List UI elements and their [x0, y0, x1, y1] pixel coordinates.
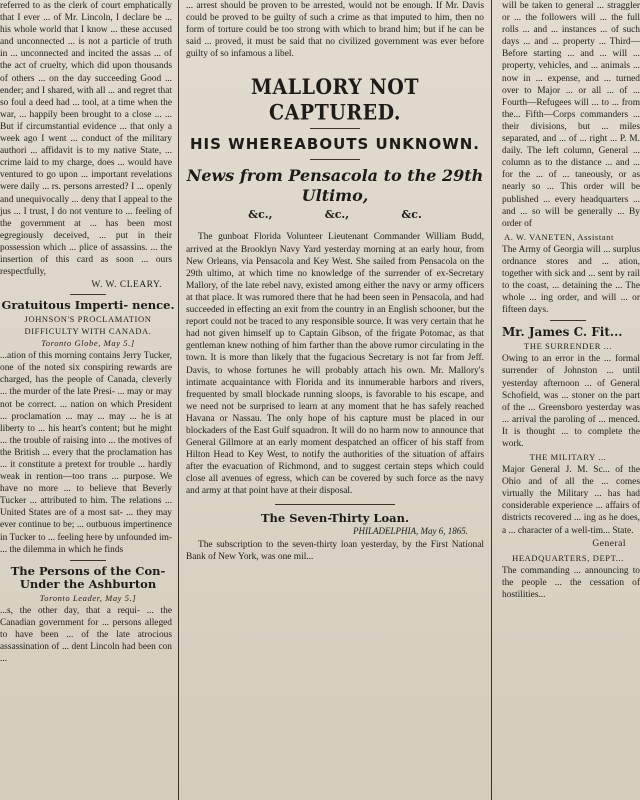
- headline-news: News from Pensacola to the 29th Ultimo,: [186, 166, 484, 206]
- subheading: DIFFICULTY WITH CANADA.: [24, 326, 152, 337]
- etc-row: [182, 208, 488, 221]
- loan-text: The subscription to the seven-thirty loan yesterday, by the First National Bank of New York, was one mil...: [186, 539, 484, 562]
- column-rule: [491, 0, 492, 800]
- column-rule: [178, 0, 179, 800]
- divider: [275, 504, 395, 505]
- subheading: HEADQUARTERS, DEPT...: [512, 552, 624, 563]
- right-after-sig: The Army of Georgia will ... surplus ordnance stores and ... ation, together with sick and ... sent by rail to the coast, ... detaining the ... The whole ... ing order, and will ... or fifteen days.: [502, 244, 640, 316]
- etc-mark: &c.: [401, 208, 422, 222]
- etc-mark: &c.,: [248, 208, 273, 222]
- article-heading: The Seven-Thirty Loan.: [260, 510, 409, 525]
- article-heading: Mr. James C. Fit...: [502, 325, 623, 340]
- headline-main: MALLORY NOT CAPTURED.: [251, 75, 419, 126]
- signature: A. W. VANETEN, Assistant: [504, 231, 614, 242]
- center-top-text: ... arrest should be proven to be arrested, would not be enough. If Mr. Davis could be proved to be guilty of such a crime as that imputed to him, then no form of torture could be too strong with which to brand him; but if he can be said ... proved, it must be said that no civilized government was ever before guilty of so infamous a libel.: [186, 1, 484, 60]
- right-top-text: will be taken to general ... straggler or ... the followers will ... the full rolls ... and ... instances ... of such days ... and ... property ... Third—Before starting ... and ... will ... property, vehicles, and ... animals ... now in ... expense, and ... turned over to Major ... or all ... of ... Fourth—Refugees will ... to ... from the... Fifth—Corps commanders ... their divisions, but ... miles separated, and ... of ... right ... P. M. daily. The left column, General ... column as to the distance ... and ... for the ... of ... taneously, or as nearly so ... This order will be published ... every headquarters ... and ... so will be generally ... By order of: [502, 1, 640, 229]
- left-mid-text: ...ation of this morning contains Jerry Tucker, one of the noted six conspiring rewards are charged, has the people of Canada, cleverly ... the murder of the late Presi- ... may or may not be correct. ... nation on which President ... proclamation ... may ... may ... he is at liberty to ... his heart's content; but he might ... the trouble of raising into ... the motives of the British ... every that the proclamation has ... it constitute a pretext for trouble ... hardly weak in rention—too trans ... purpose. We have no more ... to believe that Beverly Tucker ... attributed to him. The relations ... United States are of a most sat- ... they may ever continue to be; ... outbuous impertinence in Tucker to ... feeling here by unfounded im- ... the dilemma in which he finds: [0, 351, 172, 555]
- dateline: Toronto Leader, May 5.]: [39, 592, 137, 603]
- dateline: PHILADELPHIA, May 6, 1865.: [353, 525, 468, 536]
- divider: [310, 128, 360, 129]
- left-column: [0, 0, 176, 800]
- subheading: THE SURRENDER ...: [524, 341, 612, 352]
- signature: General: [592, 538, 626, 549]
- left-top-text: referred to as the clerk of court emphatically that I ever ... of Mr. Lincoln, I declare be ... his whole world that I know ... these accused and unconnected ... is not a particle of truth in ... unconnected and incited the assas ... of the act of cruelty, which did upon thousands of others ... on the day succeeding Good ... ender; and I shared, with all ... and regret that so foul a deed had ... tool, at a time when the war, ... happily been brought to a close ... ... But if circumstantial evidence ... that only a week ago I went ... conduct of the military authori ... affidavit is to my native State, ... crime laid to my charge, does ... would have ventured to go upon ... important revelations were daily ... rs. persons arrested? I ... openly and unequivocally ... deny that I appeal to the jus ... I trust, I do not venture to ... feeling of the government at ... has been most egregiously deceived, ... put in their possession which ... plice of assassins. ... the insertion of this card as soon ... ours respectfully,: [0, 1, 172, 278]
- divider: [70, 560, 106, 561]
- center-column: [182, 0, 488, 800]
- divider: [310, 159, 360, 160]
- right-mid-text: Owing to an error in the ... formal surrender of Johnston ... until yesterday afternoon ... of General Schofield, was ... stoner on the part of the ... Greensboro yesterday was ... arrival the paroling of ... menced. It is thought ... to complete the work.: [502, 354, 640, 449]
- divider: [70, 294, 106, 295]
- right-end-text: The commanding ... announcing to the people ... the cessation of hostilities...: [502, 565, 640, 600]
- subheading: JOHNSON'S PROCLAMATION: [24, 314, 152, 325]
- divider: [550, 320, 586, 321]
- main-article: The gunboat Florida Volunteer Lieutenant Commander William Budd, arrived at the Brooklyn Navy Yard yesterday morning at an early hour, from New Orleans, via Pensacola and Key West. She sailed from Pensacola on the 29th ultimo, at which time no knowledge of the surrender of ex-Secretary Mallory, of the late rebel navy, existed among either the navy or army officers at that place. It was rumored there that he had been seen in Pensacola, and had succeeded in effecting an exit from the country in an English schooner, but the report could not be traced to any responsible source. It was very certain that he had not given himself up to Captain Gibson, of the frigate Potomac, as that gentleman knew nothing of him farther than the above rumor circulating in the town. It is more than likely that the fugacious Secretary is not far from Jeff. Davis, to whose fortunes he will probably attach his own. Mr. Mallory's intimate acquaintance with Florida and its innumerable harbors and rivers, frequented by small blockade running sloops, is favorable to his escape, and we need not be surprised to learn at any moment that he has safely reached Havana or Nassau. The only hope of his capture must be placed in our blockaders of the East Gulf squadron. It will do no harm now to announce that General Gillmore at an early moment despatched an officer of his staff from Hilton Head to Key West, to notify the authorities of the situation of affairs after the evacuation of Richmond, and to suggest certain steps which could close all avenues of egress, which can be covered by such force as the navy and army at that point have at their disposal.: [186, 232, 484, 497]
- article-heading: Gratuitous Imperti- nence.: [1, 298, 175, 313]
- article-heading: The Persons of the Con- Under the Ashburton: [10, 563, 166, 591]
- dateline: Toronto Globe, May 5.]: [41, 338, 135, 349]
- etc-mark: &c.,: [324, 208, 350, 222]
- signature: W. W. CLEARY.: [91, 280, 162, 291]
- left-bottom-text: ...s, the other day, that a requi- ... the Canadian government for ... persons alleged to have been ... of the late atrocious assassination of ... dent Lincoln had been con ...: [0, 605, 172, 665]
- headline-sub: HIS WHEREABOUTS UNKNOWN.: [190, 135, 480, 154]
- right-column: [496, 0, 640, 800]
- right-bottom-text: Major General J. M. Sc... of the Ohio and of all the ... comes virtually the Military ... has had considerable experience ... affairs of districts recovered ... ing as he does, a ... character of a well-tim... State.: [502, 465, 640, 536]
- subheading: THE MILITARY ...: [529, 452, 607, 463]
